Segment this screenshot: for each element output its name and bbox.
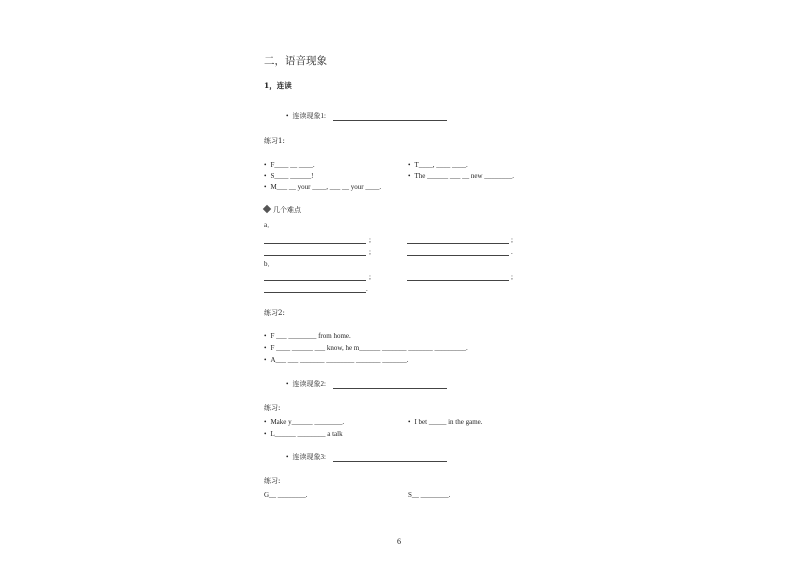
diamond-icon (263, 205, 271, 213)
punctuation: ; (369, 248, 371, 256)
exercise-2-item: • A___ ___ _______ ________ _______ _______. (264, 356, 409, 364)
difficulties-heading: 几个难点 (264, 206, 301, 214)
section-heading: 二，语音现象 (264, 55, 327, 67)
answer-blank (407, 255, 509, 256)
punctuation: . (511, 248, 513, 256)
answer-blank (264, 255, 366, 256)
phenomenon-3-blank (333, 461, 447, 462)
exercise-3-title: 练习: (264, 404, 281, 412)
difficulty-b-label: b． (264, 260, 275, 268)
punctuation: . (366, 285, 368, 293)
phenomenon-2-label: • 连读现象2: (286, 380, 326, 388)
phenomenon-2-blank (333, 388, 447, 389)
punctuation: ; (511, 273, 513, 281)
answer-blank (407, 243, 509, 244)
answer-blank (264, 243, 366, 244)
exercise-1-item: • The ______ ___ __ new ________. (408, 172, 514, 180)
exercise-3-item: • Make y______ ________. (264, 418, 344, 426)
exercise-1-title: 练习1: (264, 137, 285, 145)
exercise-1-item: • T____, ____ ____. (408, 161, 468, 169)
answer-blank (407, 280, 509, 281)
exercise-1-item: • M___ __ your ____, ___ __ your ____. (264, 183, 381, 191)
exercise-3-item: • I bet _____ in the game. (408, 418, 483, 426)
exercise-1-item: • S____ ______! (264, 172, 313, 180)
exercise-2-title: 练习2: (264, 309, 285, 317)
exercise-2-item: • F ____ ______ ___ know, he m______ _______ _______ _________. (264, 344, 468, 352)
punctuation: ; (369, 236, 371, 244)
exercise-4-item: G__ ________. (264, 491, 308, 499)
phenomenon-1-blank (333, 120, 447, 121)
punctuation: ; (511, 236, 513, 244)
difficulty-a-label: a． (264, 221, 275, 229)
punctuation: ; (369, 273, 371, 281)
subsection-heading: 1，连读 (264, 81, 292, 90)
phenomenon-1-label: • 连读现象1: (286, 112, 326, 120)
page-number: 6 (397, 537, 401, 546)
exercise-4-title: 练习: (264, 477, 281, 485)
exercise-3-item: • L______ ________ a talk (264, 430, 343, 438)
answer-blank (264, 280, 366, 281)
exercise-1-item: • F____ __ ____. (264, 161, 315, 169)
phenomenon-3-label: • 连读现象3: (286, 453, 326, 461)
exercise-4-item: S__ ________. (408, 491, 451, 499)
answer-blank (264, 292, 366, 293)
exercise-2-item: • F ___ ________ from home. (264, 332, 351, 340)
